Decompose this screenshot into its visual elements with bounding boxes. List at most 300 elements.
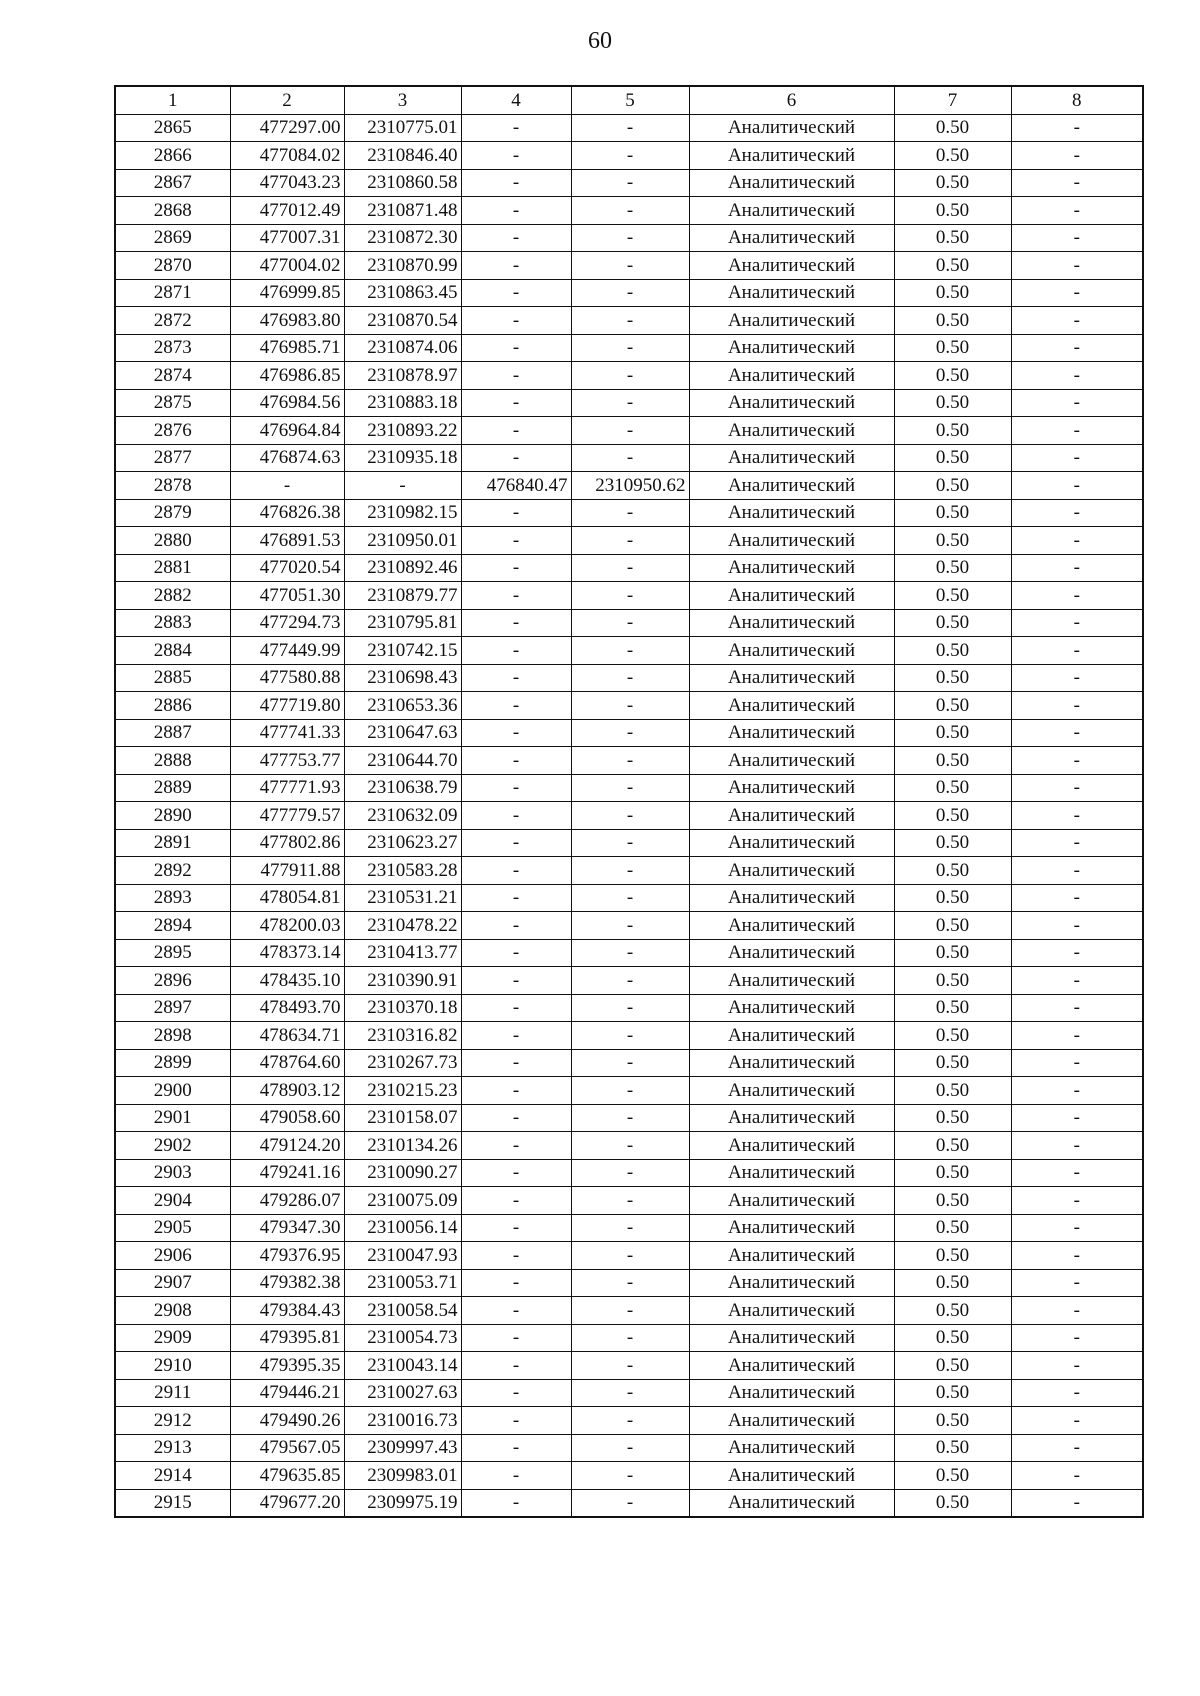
table-cell-col-6: Аналитический <box>689 169 894 197</box>
table-cell-col-4: - <box>461 802 571 830</box>
table-cell-col-7: 0.50 <box>894 307 1011 335</box>
column-header-1: 1 <box>115 86 230 114</box>
table-cell-col-3: 2310531.21 <box>344 884 461 912</box>
table-cell-col-5: - <box>571 1297 689 1325</box>
table-cell-col-8: - <box>1011 1049 1143 1077</box>
table-cell-col-2: 476964.84 <box>230 417 344 445</box>
table-cell-col-5: - <box>571 1352 689 1380</box>
table-cell-col-7: 0.50 <box>894 169 1011 197</box>
table-cell-col-8: - <box>1011 1104 1143 1132</box>
table-cell-col-8: - <box>1011 444 1143 472</box>
table-cell-col-3: 2310982.15 <box>344 499 461 527</box>
table-cell-col-4: - <box>461 1022 571 1050</box>
table-cell-col-6: Аналитический <box>689 307 894 335</box>
table-row <box>115 1104 1143 1132</box>
table-cell-col-4: - <box>461 362 571 390</box>
table-cell-col-1: 2886 <box>115 692 230 720</box>
table-cell-col-5: - <box>571 1242 689 1270</box>
table-row <box>115 1379 1143 1407</box>
table-cell-col-6: Аналитический <box>689 279 894 307</box>
table-cell-col-4: - <box>461 1242 571 1270</box>
table-cell-col-5: - <box>571 362 689 390</box>
table-cell-col-5: - <box>571 1049 689 1077</box>
table-cell-col-7: 0.50 <box>894 197 1011 225</box>
table-cell-col-8: - <box>1011 994 1143 1022</box>
table-cell-col-4: - <box>461 1187 571 1215</box>
table-row <box>115 1434 1143 1462</box>
table-cell-col-6: Аналитический <box>689 1324 894 1352</box>
table-cell-col-8: - <box>1011 1324 1143 1352</box>
table-cell-col-4: - <box>461 169 571 197</box>
table-cell-col-5: - <box>571 939 689 967</box>
table-cell-col-2: 479058.60 <box>230 1104 344 1132</box>
table-cell-col-5: - <box>571 1077 689 1105</box>
table-cell-col-5: - <box>571 1434 689 1462</box>
table-cell-col-6: Аналитический <box>689 1104 894 1132</box>
table-cell-col-3: 2309997.43 <box>344 1434 461 1462</box>
table-cell-col-4: - <box>461 1462 571 1490</box>
table-row <box>115 802 1143 830</box>
table-row <box>115 1077 1143 1105</box>
table-cell-col-6: Аналитический <box>689 884 894 912</box>
table-cell-col-3: 2310054.73 <box>344 1324 461 1352</box>
table-cell-col-1: 2872 <box>115 307 230 335</box>
table-cell-col-7: 0.50 <box>894 279 1011 307</box>
table-cell-col-1: 2908 <box>115 1297 230 1325</box>
table-cell-col-3: 2310075.09 <box>344 1187 461 1215</box>
table-cell-col-2: 476826.38 <box>230 499 344 527</box>
table-cell-col-3: 2310860.58 <box>344 169 461 197</box>
table-cell-col-6: Аналитический <box>689 719 894 747</box>
table-cell-col-1: 2874 <box>115 362 230 390</box>
table-cell-col-2: 478435.10 <box>230 967 344 995</box>
table-cell-col-5: - <box>571 994 689 1022</box>
table-cell-col-5: - <box>571 692 689 720</box>
table-cell-col-1: 2907 <box>115 1269 230 1297</box>
table-cell-col-7: 0.50 <box>894 252 1011 280</box>
table-cell-col-7: 0.50 <box>894 1242 1011 1270</box>
table-cell-col-1: 2893 <box>115 884 230 912</box>
table-cell-col-1: 2887 <box>115 719 230 747</box>
table-cell-col-5: - <box>571 637 689 665</box>
table-row <box>115 307 1143 335</box>
table-cell-col-2: 478493.70 <box>230 994 344 1022</box>
table-cell-col-7: 0.50 <box>894 692 1011 720</box>
table-cell-col-7: 0.50 <box>894 1297 1011 1325</box>
table-cell-col-6: Аналитический <box>689 1132 894 1160</box>
table-cell-col-2: 477043.23 <box>230 169 344 197</box>
table-cell-col-1: 2912 <box>115 1407 230 1435</box>
table-cell-col-1: 2913 <box>115 1434 230 1462</box>
table-cell-col-8: - <box>1011 1214 1143 1242</box>
table-cell-col-2: 479382.38 <box>230 1269 344 1297</box>
table-cell-col-5: - <box>571 1324 689 1352</box>
table-cell-col-6: Аналитический <box>689 252 894 280</box>
table-cell-col-5: - <box>571 499 689 527</box>
table-row <box>115 774 1143 802</box>
table-cell-col-3: 2310413.77 <box>344 939 461 967</box>
table-row <box>115 939 1143 967</box>
table-cell-col-7: 0.50 <box>894 912 1011 940</box>
table-cell-col-3: 2310043.14 <box>344 1352 461 1380</box>
table-cell-col-8: - <box>1011 197 1143 225</box>
table-cell-col-5: - <box>571 1462 689 1490</box>
table-cell-col-5: - <box>571 554 689 582</box>
table-cell-col-1: 2879 <box>115 499 230 527</box>
table-cell-col-8: - <box>1011 884 1143 912</box>
table-row <box>115 1352 1143 1380</box>
table-cell-col-3: 2310053.71 <box>344 1269 461 1297</box>
table-cell-col-5: - <box>571 719 689 747</box>
table-cell-col-2: 479635.85 <box>230 1462 344 1490</box>
table-cell-col-2: 477051.30 <box>230 582 344 610</box>
table-row <box>115 1049 1143 1077</box>
table-cell-col-7: 0.50 <box>894 774 1011 802</box>
table-cell-col-1: 2896 <box>115 967 230 995</box>
table-cell-col-1: 2891 <box>115 829 230 857</box>
table-cell-col-8: - <box>1011 857 1143 885</box>
table-cell-col-3: 2310056.14 <box>344 1214 461 1242</box>
table-cell-col-6: Аналитический <box>689 1242 894 1270</box>
table-cell-col-2: 477297.00 <box>230 114 344 142</box>
table-cell-col-6: Аналитический <box>689 747 894 775</box>
table-cell-col-4: - <box>461 279 571 307</box>
table-cell-col-4: - <box>461 1104 571 1132</box>
table-cell-col-5: - <box>571 1269 689 1297</box>
table-row <box>115 747 1143 775</box>
table-cell-col-8: - <box>1011 224 1143 252</box>
table-cell-col-5: - <box>571 774 689 802</box>
table-cell-col-8: - <box>1011 1022 1143 1050</box>
table-cell-col-8: - <box>1011 1379 1143 1407</box>
table-cell-col-1: 2903 <box>115 1159 230 1187</box>
table-cell-col-7: 0.50 <box>894 609 1011 637</box>
table-cell-col-6: Аналитический <box>689 692 894 720</box>
table-cell-col-3: 2310016.73 <box>344 1407 461 1435</box>
table-cell-col-8: - <box>1011 279 1143 307</box>
table-cell-col-8: - <box>1011 774 1143 802</box>
table-cell-col-8: - <box>1011 1077 1143 1105</box>
table-cell-col-3: 2310742.15 <box>344 637 461 665</box>
table-row <box>115 417 1143 445</box>
table-cell-col-3: 2310653.36 <box>344 692 461 720</box>
table-cell-col-7: 0.50 <box>894 939 1011 967</box>
table-cell-col-6: Аналитический <box>689 774 894 802</box>
table-cell-col-3: 2310879.77 <box>344 582 461 610</box>
table-cell-col-5: - <box>571 279 689 307</box>
table-cell-col-2: 479490.26 <box>230 1407 344 1435</box>
table-row <box>115 114 1143 142</box>
table-cell-col-7: 0.50 <box>894 1187 1011 1215</box>
table-cell-col-4: - <box>461 609 571 637</box>
table-cell-col-8: - <box>1011 1489 1143 1517</box>
table-cell-col-5: - <box>571 252 689 280</box>
table-cell-col-6: Аналитический <box>689 1214 894 1242</box>
table-cell-col-1: 2876 <box>115 417 230 445</box>
table-cell-col-7: 0.50 <box>894 664 1011 692</box>
table-cell-col-8: - <box>1011 417 1143 445</box>
table-cell-col-3: 2310090.27 <box>344 1159 461 1187</box>
table-row <box>115 884 1143 912</box>
table-cell-col-3: 2310158.07 <box>344 1104 461 1132</box>
table-cell-col-1: 2875 <box>115 389 230 417</box>
table-cell-col-8: - <box>1011 829 1143 857</box>
table-cell-col-7: 0.50 <box>894 389 1011 417</box>
table-cell-col-5: - <box>571 857 689 885</box>
table-cell-col-5: - <box>571 527 689 555</box>
table-cell-col-5: - <box>571 1379 689 1407</box>
table-cell-col-6: Аналитический <box>689 472 894 500</box>
column-header-3: 3 <box>344 86 461 114</box>
table-body <box>115 114 1143 1517</box>
table-cell-col-8: - <box>1011 114 1143 142</box>
table-cell-col-2: 476986.85 <box>230 362 344 390</box>
table-cell-col-7: 0.50 <box>894 747 1011 775</box>
table-cell-col-2: 478200.03 <box>230 912 344 940</box>
table-cell-col-1: 2878 <box>115 472 230 500</box>
table-cell-col-5: - <box>571 169 689 197</box>
table-row <box>115 1159 1143 1187</box>
table-cell-col-6: Аналитический <box>689 499 894 527</box>
table-cell-col-8: - <box>1011 252 1143 280</box>
table-row <box>115 857 1143 885</box>
table-cell-col-6: Аналитический <box>689 637 894 665</box>
table-cell-col-4: - <box>461 884 571 912</box>
table-cell-col-1: 2873 <box>115 334 230 362</box>
table-cell-col-5: - <box>571 802 689 830</box>
table-cell-col-3: 2310870.54 <box>344 307 461 335</box>
table-cell-col-3: 2310872.30 <box>344 224 461 252</box>
table-cell-col-1: 2865 <box>115 114 230 142</box>
table-cell-col-2: 477802.86 <box>230 829 344 857</box>
table-row <box>115 637 1143 665</box>
table-row <box>115 389 1143 417</box>
table-cell-col-2: 479124.20 <box>230 1132 344 1160</box>
table-cell-col-5: - <box>571 114 689 142</box>
table-cell-col-3: 2309983.01 <box>344 1462 461 1490</box>
table-cell-col-2: - <box>230 472 344 500</box>
table-row <box>115 664 1143 692</box>
table-cell-col-7: 0.50 <box>894 719 1011 747</box>
table-cell-col-1: 2867 <box>115 169 230 197</box>
table-cell-col-1: 2871 <box>115 279 230 307</box>
table-cell-col-5: - <box>571 1489 689 1517</box>
table-cell-col-8: - <box>1011 1159 1143 1187</box>
table-cell-col-3: 2310846.40 <box>344 142 461 170</box>
table-cell-col-7: 0.50 <box>894 1434 1011 1462</box>
table-cell-col-6: Аналитический <box>689 224 894 252</box>
table-cell-col-2: 477294.73 <box>230 609 344 637</box>
table-cell-col-4: - <box>461 967 571 995</box>
table-cell-col-5: - <box>571 444 689 472</box>
table-cell-col-6: Аналитический <box>689 994 894 1022</box>
table-cell-col-8: - <box>1011 802 1143 830</box>
table-cell-col-1: 2870 <box>115 252 230 280</box>
table-cell-col-2: 477004.02 <box>230 252 344 280</box>
table-cell-col-6: Аналитический <box>689 1049 894 1077</box>
table-cell-col-2: 477449.99 <box>230 637 344 665</box>
table-cell-col-2: 479395.81 <box>230 1324 344 1352</box>
table-cell-col-7: 0.50 <box>894 1159 1011 1187</box>
table-row <box>115 1407 1143 1435</box>
column-header-8: 8 <box>1011 86 1143 114</box>
table-cell-col-8: - <box>1011 967 1143 995</box>
table-cell-col-5: - <box>571 1214 689 1242</box>
table-cell-col-6: Аналитический <box>689 1489 894 1517</box>
table-cell-col-3: 2310370.18 <box>344 994 461 1022</box>
table-cell-col-5: - <box>571 142 689 170</box>
table-cell-col-1: 2914 <box>115 1462 230 1490</box>
table-cell-col-7: 0.50 <box>894 1132 1011 1160</box>
table-cell-col-1: 2866 <box>115 142 230 170</box>
table-cell-col-7: 0.50 <box>894 499 1011 527</box>
table-cell-col-6: Аналитический <box>689 527 894 555</box>
table-cell-col-7: 0.50 <box>894 362 1011 390</box>
table-row <box>115 1132 1143 1160</box>
table-cell-col-5: - <box>571 829 689 857</box>
table-cell-col-4: - <box>461 142 571 170</box>
table-row <box>115 527 1143 555</box>
table-cell-col-6: Аналитический <box>689 1462 894 1490</box>
table-cell-col-1: 2897 <box>115 994 230 1022</box>
table-cell-col-7: 0.50 <box>894 1104 1011 1132</box>
table-cell-col-2: 479286.07 <box>230 1187 344 1215</box>
table-cell-col-4: - <box>461 224 571 252</box>
table-row <box>115 912 1143 940</box>
table-row <box>115 719 1143 747</box>
table-cell-col-7: 0.50 <box>894 114 1011 142</box>
table-cell-col-7: 0.50 <box>894 334 1011 362</box>
table-cell-col-2: 479677.20 <box>230 1489 344 1517</box>
table-cell-col-1: 2900 <box>115 1077 230 1105</box>
table-cell-col-4: - <box>461 939 571 967</box>
table-cell-col-1: 2881 <box>115 554 230 582</box>
table-cell-col-3: 2309975.19 <box>344 1489 461 1517</box>
table-cell-col-3: 2310047.93 <box>344 1242 461 1270</box>
table-cell-col-4: - <box>461 664 571 692</box>
table-cell-col-4: - <box>461 1269 571 1297</box>
table-cell-col-5: - <box>571 664 689 692</box>
table-cell-col-3: 2310316.82 <box>344 1022 461 1050</box>
table-cell-col-4: - <box>461 1132 571 1160</box>
table-cell-col-5: - <box>571 197 689 225</box>
table-cell-col-5: - <box>571 747 689 775</box>
table-cell-col-3: 2310215.23 <box>344 1077 461 1105</box>
table-cell-col-1: 2911 <box>115 1379 230 1407</box>
table-cell-col-2: 476984.56 <box>230 389 344 417</box>
table-cell-col-1: 2882 <box>115 582 230 610</box>
table-cell-col-3: 2310950.01 <box>344 527 461 555</box>
table-cell-col-6: Аналитический <box>689 1159 894 1187</box>
table-cell-col-6: Аналитический <box>689 802 894 830</box>
table-cell-col-5: - <box>571 884 689 912</box>
table-cell-col-4: - <box>461 1077 571 1105</box>
table-cell-col-7: 0.50 <box>894 1269 1011 1297</box>
table-cell-col-2: 477012.49 <box>230 197 344 225</box>
table-cell-col-7: 0.50 <box>894 527 1011 555</box>
table-cell-col-4: - <box>461 994 571 1022</box>
table-cell-col-5: - <box>571 582 689 610</box>
table-cell-col-8: - <box>1011 637 1143 665</box>
table-cell-col-3: 2310027.63 <box>344 1379 461 1407</box>
table-cell-col-5: - <box>571 224 689 252</box>
table-row <box>115 1489 1143 1517</box>
table-cell-col-6: Аналитический <box>689 912 894 940</box>
table-cell-col-5: - <box>571 967 689 995</box>
table-cell-col-2: 477753.77 <box>230 747 344 775</box>
table-cell-col-4: - <box>461 912 571 940</box>
table-cell-col-8: - <box>1011 472 1143 500</box>
table-cell-col-2: 477580.88 <box>230 664 344 692</box>
table-cell-col-3: 2310647.63 <box>344 719 461 747</box>
table-cell-col-7: 0.50 <box>894 637 1011 665</box>
table-cell-col-8: - <box>1011 499 1143 527</box>
table-cell-col-3: 2310638.79 <box>344 774 461 802</box>
table-cell-col-2: 479241.16 <box>230 1159 344 1187</box>
table-cell-col-3: 2310935.18 <box>344 444 461 472</box>
table-cell-col-3: 2310583.28 <box>344 857 461 885</box>
table-row <box>115 444 1143 472</box>
table-cell-col-1: 2905 <box>115 1214 230 1242</box>
table-cell-col-6: Аналитический <box>689 609 894 637</box>
table-cell-col-3: 2310795.81 <box>344 609 461 637</box>
table-cell-col-4: - <box>461 252 571 280</box>
table-row <box>115 1297 1143 1325</box>
table-row <box>115 1242 1143 1270</box>
table-row <box>115 829 1143 857</box>
table-row <box>115 967 1143 995</box>
table-cell-col-7: 0.50 <box>894 472 1011 500</box>
table-cell-col-2: 479376.95 <box>230 1242 344 1270</box>
table-cell-col-5: - <box>571 1132 689 1160</box>
table-row <box>115 224 1143 252</box>
table-cell-col-6: Аналитический <box>689 1297 894 1325</box>
table-cell-col-6: Аналитический <box>689 554 894 582</box>
table-row <box>115 994 1143 1022</box>
table-cell-col-3: 2310134.26 <box>344 1132 461 1160</box>
table-cell-col-4: - <box>461 1379 571 1407</box>
table-cell-col-3: 2310623.27 <box>344 829 461 857</box>
table-cell-col-8: - <box>1011 1462 1143 1490</box>
table-cell-col-2: 476999.85 <box>230 279 344 307</box>
table-cell-col-2: 478764.60 <box>230 1049 344 1077</box>
table-cell-col-6: Аналитический <box>689 334 894 362</box>
table-cell-col-5: - <box>571 1407 689 1435</box>
table-row <box>115 609 1143 637</box>
table-cell-col-8: - <box>1011 664 1143 692</box>
table-cell-col-7: 0.50 <box>894 1214 1011 1242</box>
table-row <box>115 1462 1143 1490</box>
table-cell-col-1: 2895 <box>115 939 230 967</box>
table-cell-col-1: 2902 <box>115 1132 230 1160</box>
table-cell-col-3: 2310775.01 <box>344 114 461 142</box>
table-cell-col-8: - <box>1011 1242 1143 1270</box>
table-row <box>115 142 1143 170</box>
table-cell-col-5: - <box>571 389 689 417</box>
table-cell-col-2: 479347.30 <box>230 1214 344 1242</box>
table-cell-col-4: - <box>461 774 571 802</box>
table-cell-col-5: - <box>571 609 689 637</box>
table-cell-col-2: 477020.54 <box>230 554 344 582</box>
table-row <box>115 499 1143 527</box>
column-header-4: 4 <box>461 86 571 114</box>
table-cell-col-5: - <box>571 417 689 445</box>
table-cell-col-4: - <box>461 307 571 335</box>
table-cell-col-2: 477084.02 <box>230 142 344 170</box>
table-cell-col-8: - <box>1011 362 1143 390</box>
table-cell-col-8: - <box>1011 1434 1143 1462</box>
table-cell-col-2: 479395.35 <box>230 1352 344 1380</box>
